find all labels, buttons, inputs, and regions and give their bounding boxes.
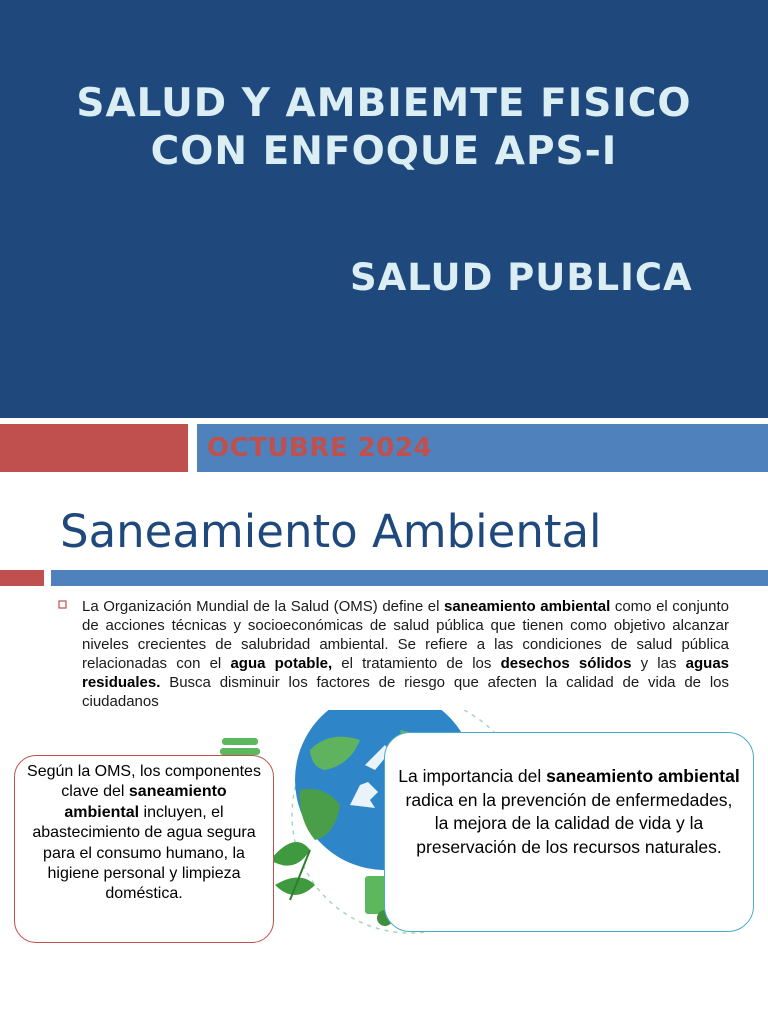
title-line-2: CON ENFOQUE APS-I: [150, 129, 618, 174]
red-accent-bar-2: [0, 570, 44, 586]
leaf-icon: [270, 842, 315, 900]
red-accent-bar: [0, 424, 188, 472]
importance-callout: La importancia del saneamiento ambiental radica en la prevención de enfermedades, la mejora de la calidad de vida y la preservación de los recursos naturales.: [384, 732, 754, 932]
definition-paragraph: La Organización Mundial de la Salud (OMS) define el saneamiento ambiental como el conjunto de acciones técnicas y socioeconómicas de salud pública que tienen como objetivo alcanzar niveles crecientes de salubridad ambiental. Se refiere a las condiciones de salud pública relacionadas con el agua potable, el tratamiento de los desechos sólidos y las aguas residuales. Busca disminuir los factores de riesgo que afecten la calidad de vida de los ciudadanos: [82, 598, 730, 710]
title-line-1: SALUD Y AMBIEMTE FISICO: [76, 81, 692, 126]
slide-title: Saneamiento Ambiental: [60, 505, 602, 558]
presentation-title: [0, 80, 768, 176]
components-callout: Según la OMS, los componentes clave del saneamiento ambiental incluyen, el abastecimiento de agua segura para el consumo humano, la higiene personal y limpieza doméstica.: [14, 755, 274, 943]
presentation-date: OCTUBRE 2024: [207, 433, 433, 463]
square-bullet-icon: [58, 600, 70, 612]
presentation-subtitle: SALUD PUBLICA: [350, 256, 693, 299]
blue-accent-bar-2: [51, 570, 768, 586]
title-slide: [0, 0, 768, 418]
